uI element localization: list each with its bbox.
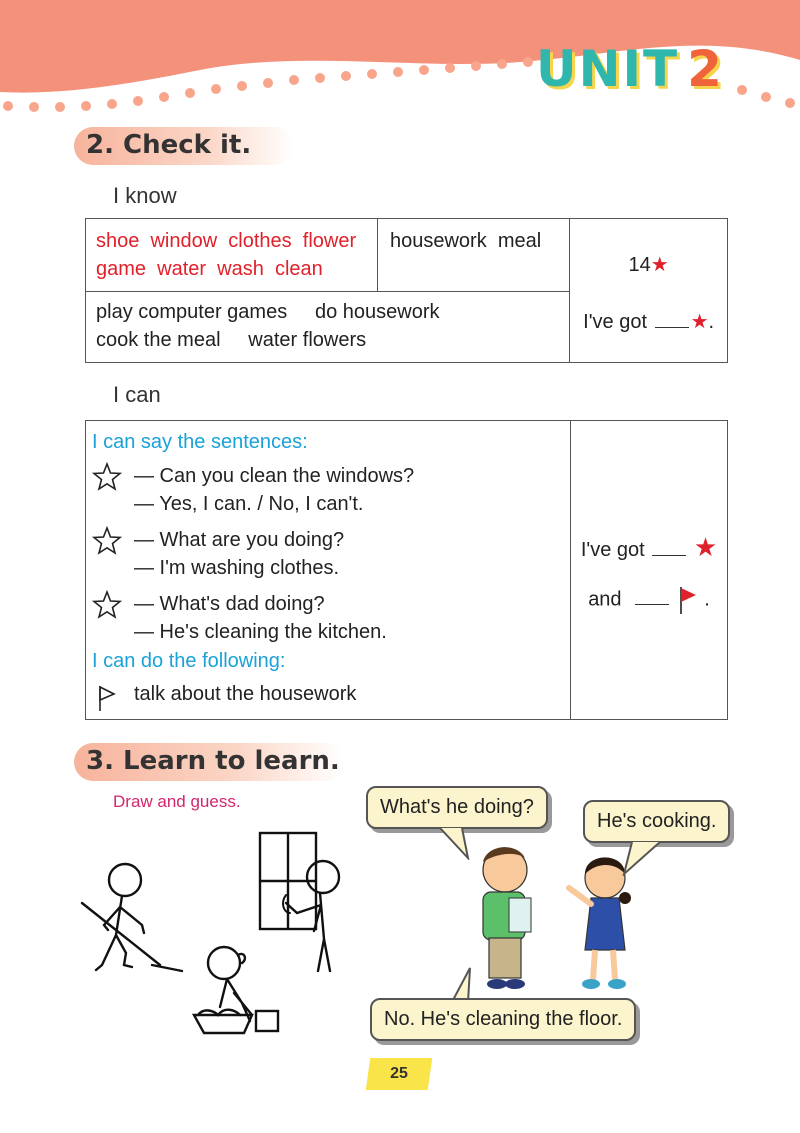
dialogue-answer: — Yes, I can. / No, I can't. [134, 493, 364, 515]
section-3-heading: 3. Learn to learn. [74, 743, 344, 781]
stars-blank [652, 537, 686, 556]
stars-got [571, 309, 726, 334]
dialogue-item [92, 590, 570, 646]
speech-bubble-question: What's he doing? [366, 786, 548, 829]
got-label: I've got [580, 539, 645, 561]
got-period: . [704, 588, 710, 611]
dialogue-item [92, 462, 570, 518]
got-period: . [708, 311, 715, 333]
flags-got [572, 585, 726, 615]
bubble-tail [622, 842, 666, 876]
got-label: I've got [583, 311, 648, 333]
phrases-line-2: cook the meal water flowers [96, 329, 367, 351]
dialogue-item [92, 526, 570, 582]
black-words: housework meal [390, 230, 542, 252]
i-can-score-cell [571, 421, 728, 720]
draw-instruction: Draw and guess. [113, 792, 241, 811]
do-heading: I can do the following: [92, 650, 286, 672]
red-words-line-2: game water wash clean [96, 258, 323, 280]
speech-bubble-answer: No. He's cleaning the floor. [370, 998, 636, 1041]
boy-and-girl-illustration [465, 840, 635, 995]
section-2-heading: 2. Check it. [74, 127, 294, 165]
i-can-label: I can [113, 382, 161, 407]
red-flag-icon [677, 585, 699, 615]
i-know-score-cell [570, 219, 728, 363]
say-heading: I can say the sentences: [92, 431, 308, 453]
speech-bubble-girl: He's cooking. [583, 800, 730, 843]
do-item [92, 683, 570, 713]
and-label: and [588, 588, 622, 611]
flag-outline-icon [92, 683, 122, 713]
page-number: 25 [366, 1058, 432, 1090]
star-outline-icon [92, 462, 122, 492]
dialogue-question: — What are you doing? [134, 529, 345, 551]
i-know-label: I know [113, 183, 177, 208]
red-words-line-1: shoe window clothes flower [96, 230, 357, 252]
bubble-tail [444, 966, 480, 1002]
phrases-line-1: play computer games do housework [96, 301, 440, 323]
star-count: 14 [628, 254, 651, 276]
vocab-red-cell [86, 219, 378, 292]
star-outline-icon [92, 526, 122, 556]
stars-got [572, 532, 726, 563]
dialogue-answer: — I'm washing clothes. [134, 557, 340, 579]
i-can-table [85, 420, 728, 720]
dialogue-answer: — He's cleaning the kitchen. [134, 621, 387, 643]
i-can-content-cell [86, 421, 571, 720]
star-icon: ★ [690, 311, 709, 333]
star-icon: ★ [650, 254, 669, 276]
vocab-black-cell [378, 219, 570, 292]
do-item-text: talk about the housework [134, 683, 357, 705]
star-icon: ★ [693, 532, 718, 562]
dialogue-question: — Can you clean the windows? [134, 465, 415, 487]
star-outline-icon [92, 590, 122, 620]
stick-figure-drawings [72, 825, 362, 1040]
i-know-table [85, 218, 728, 363]
dialogue-question: — What's dad doing? [134, 593, 325, 615]
stars-blank [655, 309, 689, 328]
star-target [571, 252, 726, 277]
phrases-cell [86, 292, 570, 363]
flags-blank [635, 586, 669, 605]
bubble-tail [438, 828, 478, 860]
unit-title: UNIT 2 [536, 40, 724, 98]
